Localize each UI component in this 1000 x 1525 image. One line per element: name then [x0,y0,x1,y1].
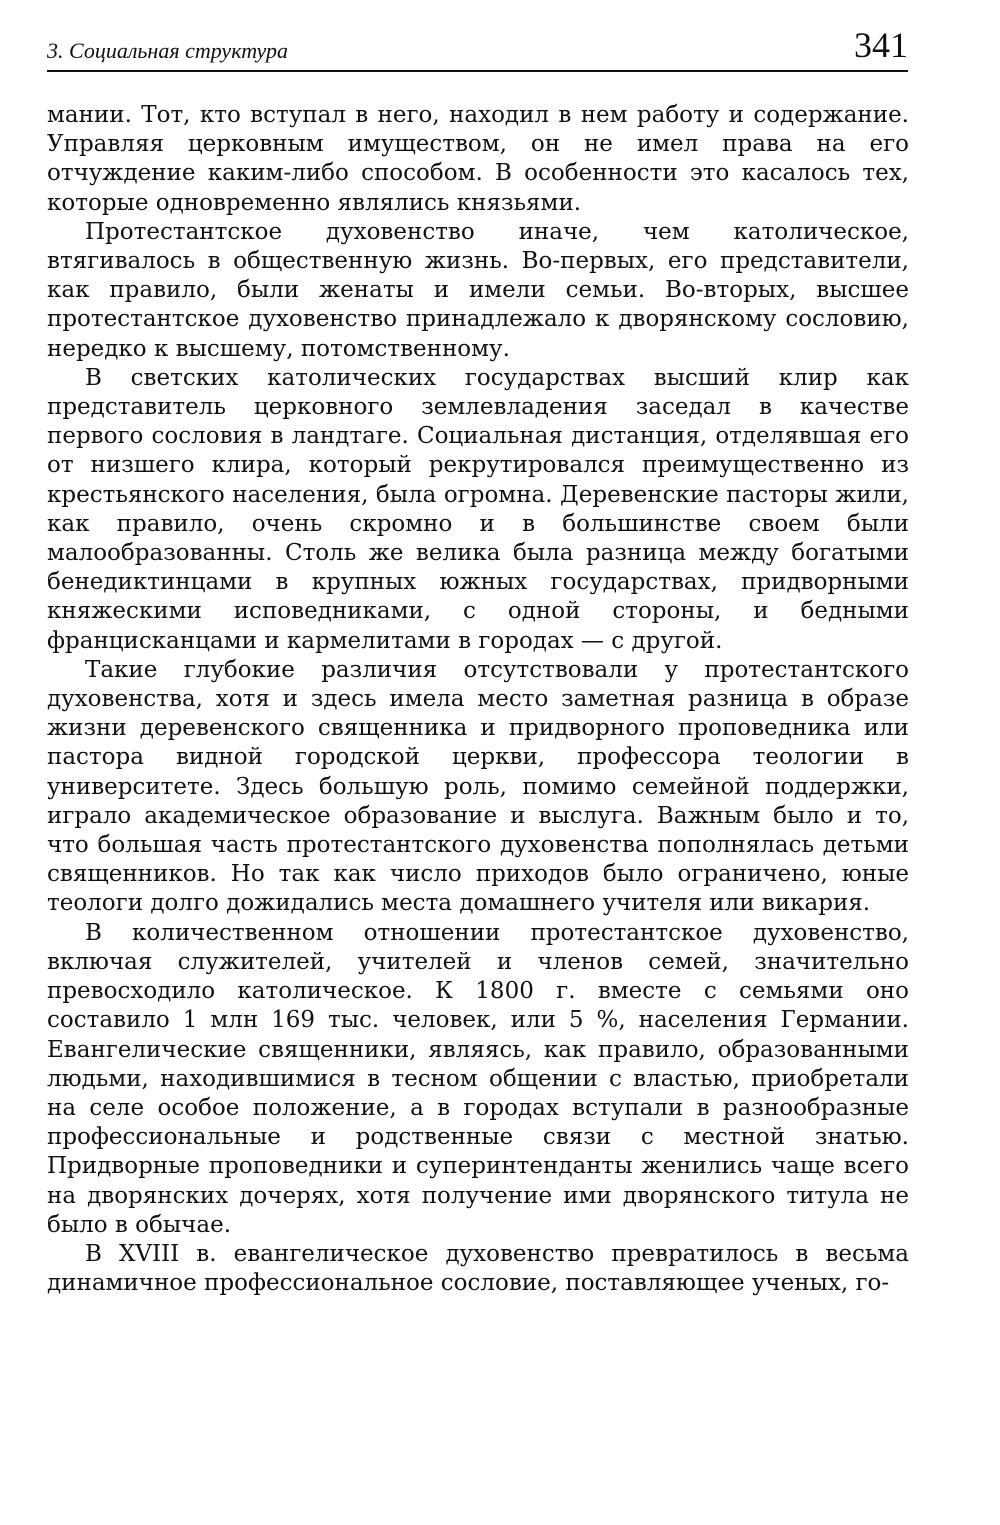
page-number: 341 [854,25,908,65]
paragraph: В XVIII в. евангелическое духовенство превратилось в весьма динамичное профессиональное сословие, поставляющее ученых, го- [47,1240,909,1297]
paragraph: В светских католических государствах высший клир как представитель церковного землевладения заседал в качестве первого сословия в ландтаге. Социальная дистанция, отделявшая его от низшего клира, который рекрутировался преимущественно из крестьянского населения, была огромна. Деревенские пасторы жили, как правило, очень скромно и в большинстве своем были малообразованны. Столь же велика была разница между богатыми бенедиктинцами в крупных южных государствах, придворными княжескими исповедниками, с одной стороны, и бедными францисканцами и кармелитами в городах — с другой. [47,364,909,654]
body-text [47,101,909,1298]
running-header [47,26,908,72]
paragraph: Такие глубокие различия отсутствовали у протестантского духовенства, хотя и здесь имела место заметная разница в образе жизни деревенского священника и придворного проповедника или пастора видной городской церкви, профессора теологии в университете. Здесь большую роль, помимо семейной поддержки, играло академическое образование и выслуга. Важным было и то, что большая часть протестантского духовенства пополнялась детьми священников. Но так как число приходов было ограничено, юные теологи долго дожидались места домашнего учителя или викария. [47,656,909,917]
section-title: 3. Социальная структура [47,38,289,63]
paragraph: Протестантское духовенство иначе, чем католическое, втягивалось в общественную жизнь. Во-первых, его представители, как правило, были женаты и имели семьи. Во-вторых, высшее протестантское духовенство принадлежало к дворянскому сословию, нередко к высшему, потомственному. [47,218,909,362]
paragraph: В количественном отношении протестантское духовенство, включая служителей, учителей и членов семей, значительно превосходило католическое. К 1800 г. вместе с семьями оно составило 1 млн 169 тыс. человек, или 5 %, населения Германии. Евангелические священники, являясь, как правило, образованными людьми, находившимися в тесном общении с властью, приобретали на селе особое положение, а в городах вступали в разнообразные профессиональные и родственные связи с местной знатью. Придворные проповедники и суперинтенданты женились чаще всего на дворянских дочерях, хотя получение ими дворянского титула не было в обычае. [47,919,909,1238]
paragraph: мании. Тот, кто вступал в него, находил в нем работу и содержание. Управляя церковным имуществом, он не имел права на его отчуждение каким-либо способом. В особенности это касалось тех, которые одновременно являлись князьями. [47,102,909,216]
